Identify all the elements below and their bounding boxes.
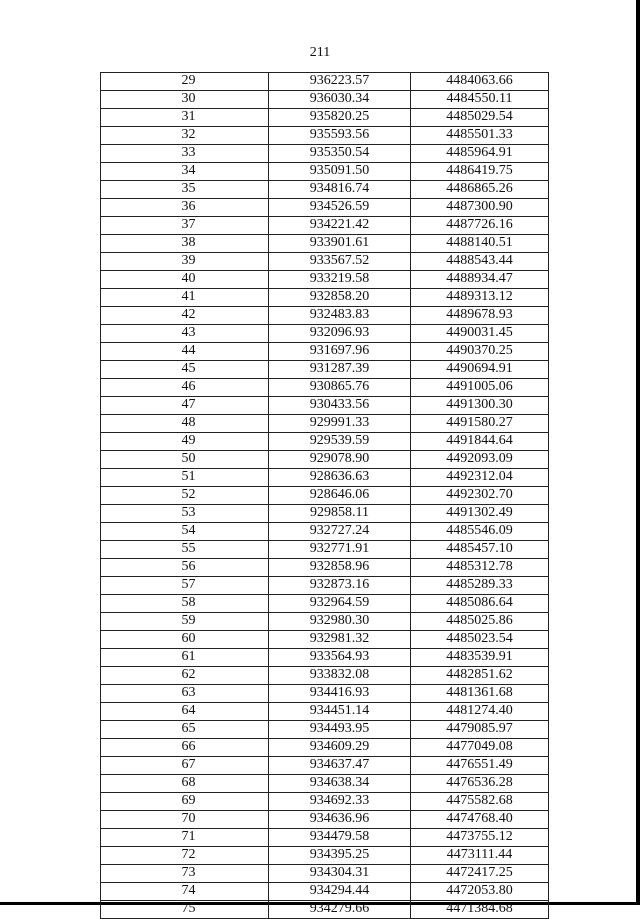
x-coordinate-cell: 934493.95	[269, 721, 411, 739]
point-number-cell: 44	[101, 343, 269, 361]
point-number-cell: 52	[101, 487, 269, 505]
table-row	[101, 109, 549, 127]
x-coordinate-cell: 934279.66	[269, 901, 411, 919]
y-coordinate-cell: 4484550.11	[411, 91, 549, 109]
y-coordinate-cell: 4492093.09	[411, 451, 549, 469]
y-coordinate-cell: 4484063.66	[411, 73, 549, 91]
table-row	[101, 883, 549, 901]
x-coordinate-cell: 932483.83	[269, 307, 411, 325]
point-number-cell: 30	[101, 91, 269, 109]
y-coordinate-cell: 4492312.04	[411, 469, 549, 487]
y-coordinate-cell: 4490694.91	[411, 361, 549, 379]
y-coordinate-cell: 4476551.49	[411, 757, 549, 775]
point-number-cell: 45	[101, 361, 269, 379]
y-coordinate-cell: 4490031.45	[411, 325, 549, 343]
y-coordinate-cell: 4485086.64	[411, 595, 549, 613]
y-coordinate-cell: 4481361.68	[411, 685, 549, 703]
table-row	[101, 451, 549, 469]
y-coordinate-cell: 4485312.78	[411, 559, 549, 577]
table-row	[101, 199, 549, 217]
table-row	[101, 757, 549, 775]
table-row	[101, 667, 549, 685]
point-number-cell: 73	[101, 865, 269, 883]
table-row	[101, 469, 549, 487]
y-coordinate-cell: 4485964.91	[411, 145, 549, 163]
y-coordinate-cell: 4485457.10	[411, 541, 549, 559]
y-coordinate-cell: 4488934.47	[411, 271, 549, 289]
point-number-cell: 71	[101, 829, 269, 847]
point-number-cell: 46	[101, 379, 269, 397]
y-coordinate-cell: 4492302.70	[411, 487, 549, 505]
point-number-cell: 64	[101, 703, 269, 721]
point-number-cell: 49	[101, 433, 269, 451]
point-number-cell: 50	[101, 451, 269, 469]
table-row	[101, 271, 549, 289]
x-coordinate-cell: 934638.34	[269, 775, 411, 793]
y-coordinate-cell: 4489313.12	[411, 289, 549, 307]
point-number-cell: 35	[101, 181, 269, 199]
table-row	[101, 73, 549, 91]
point-number-cell: 54	[101, 523, 269, 541]
table-row	[101, 253, 549, 271]
x-coordinate-cell: 932727.24	[269, 523, 411, 541]
point-number-cell: 56	[101, 559, 269, 577]
table-row	[101, 379, 549, 397]
y-coordinate-cell: 4488543.44	[411, 253, 549, 271]
x-coordinate-cell: 934609.29	[269, 739, 411, 757]
point-number-cell: 51	[101, 469, 269, 487]
point-number-cell: 60	[101, 631, 269, 649]
x-coordinate-cell: 933564.93	[269, 649, 411, 667]
x-coordinate-cell: 934636.96	[269, 811, 411, 829]
x-coordinate-cell: 929539.59	[269, 433, 411, 451]
table-row	[101, 847, 549, 865]
x-coordinate-cell: 934637.47	[269, 757, 411, 775]
y-coordinate-cell: 4482851.62	[411, 667, 549, 685]
point-number-cell: 37	[101, 217, 269, 235]
x-coordinate-cell: 932771.91	[269, 541, 411, 559]
point-number-cell: 66	[101, 739, 269, 757]
y-coordinate-cell: 4472417.25	[411, 865, 549, 883]
x-coordinate-cell: 935593.56	[269, 127, 411, 145]
table-row	[101, 865, 549, 883]
point-number-cell: 70	[101, 811, 269, 829]
y-coordinate-cell: 4476536.28	[411, 775, 549, 793]
scan-edge-right	[636, 0, 640, 905]
y-coordinate-cell: 4485025.86	[411, 613, 549, 631]
x-coordinate-cell: 930433.56	[269, 397, 411, 415]
table-row	[101, 415, 549, 433]
point-number-cell: 38	[101, 235, 269, 253]
table-row	[101, 487, 549, 505]
x-coordinate-cell: 929078.90	[269, 451, 411, 469]
y-coordinate-cell: 4486865.26	[411, 181, 549, 199]
x-coordinate-cell: 930865.76	[269, 379, 411, 397]
y-coordinate-cell: 4472053.80	[411, 883, 549, 901]
point-number-cell: 43	[101, 325, 269, 343]
y-coordinate-cell: 4481274.40	[411, 703, 549, 721]
table-row	[101, 631, 549, 649]
point-number-cell: 59	[101, 613, 269, 631]
y-coordinate-cell: 4485289.33	[411, 577, 549, 595]
y-coordinate-cell: 4473755.12	[411, 829, 549, 847]
x-coordinate-cell: 932873.16	[269, 577, 411, 595]
point-number-cell: 58	[101, 595, 269, 613]
table-row	[101, 523, 549, 541]
point-number-cell: 36	[101, 199, 269, 217]
table-row	[101, 685, 549, 703]
x-coordinate-cell: 934479.58	[269, 829, 411, 847]
x-coordinate-cell: 933901.61	[269, 235, 411, 253]
y-coordinate-cell: 4479085.97	[411, 721, 549, 739]
x-coordinate-cell: 933219.58	[269, 271, 411, 289]
table-row	[101, 901, 549, 919]
y-coordinate-cell: 4491302.49	[411, 505, 549, 523]
table-row	[101, 577, 549, 595]
x-coordinate-cell: 934395.25	[269, 847, 411, 865]
table-row	[101, 325, 549, 343]
table-row	[101, 595, 549, 613]
table-row	[101, 343, 549, 361]
x-coordinate-cell: 934526.59	[269, 199, 411, 217]
y-coordinate-cell: 4485023.54	[411, 631, 549, 649]
x-coordinate-cell: 934221.42	[269, 217, 411, 235]
x-coordinate-cell: 932981.32	[269, 631, 411, 649]
table-row	[101, 649, 549, 667]
x-coordinate-cell: 935350.54	[269, 145, 411, 163]
page-number: 211	[309, 45, 331, 60]
point-number-cell: 40	[101, 271, 269, 289]
y-coordinate-cell: 4486419.75	[411, 163, 549, 181]
table-row	[101, 163, 549, 181]
x-coordinate-cell: 932980.30	[269, 613, 411, 631]
table-row	[101, 505, 549, 523]
x-coordinate-cell: 932858.96	[269, 559, 411, 577]
point-number-cell: 69	[101, 793, 269, 811]
table-row	[101, 217, 549, 235]
table-row	[101, 91, 549, 109]
table-row	[101, 289, 549, 307]
point-number-cell: 29	[101, 73, 269, 91]
table-row	[101, 127, 549, 145]
y-coordinate-cell: 4485546.09	[411, 523, 549, 541]
table-row	[101, 541, 549, 559]
point-number-cell: 63	[101, 685, 269, 703]
table-row	[101, 181, 549, 199]
point-number-cell: 53	[101, 505, 269, 523]
point-number-cell: 34	[101, 163, 269, 181]
x-coordinate-cell: 931287.39	[269, 361, 411, 379]
x-coordinate-cell: 934692.33	[269, 793, 411, 811]
table-row	[101, 703, 549, 721]
x-coordinate-cell: 932096.93	[269, 325, 411, 343]
table-row	[101, 235, 549, 253]
table-row	[101, 793, 549, 811]
table-row	[101, 775, 549, 793]
x-coordinate-cell: 934304.31	[269, 865, 411, 883]
point-number-cell: 48	[101, 415, 269, 433]
point-number-cell: 72	[101, 847, 269, 865]
x-coordinate-cell: 934294.44	[269, 883, 411, 901]
x-coordinate-cell: 933567.52	[269, 253, 411, 271]
table-row	[101, 433, 549, 451]
x-coordinate-cell: 934816.74	[269, 181, 411, 199]
y-coordinate-cell: 4477049.08	[411, 739, 549, 757]
x-coordinate-cell: 936030.34	[269, 91, 411, 109]
x-coordinate-cell: 929991.33	[269, 415, 411, 433]
point-number-cell: 65	[101, 721, 269, 739]
point-number-cell: 61	[101, 649, 269, 667]
y-coordinate-cell: 4485501.33	[411, 127, 549, 145]
y-coordinate-cell: 4491300.30	[411, 397, 549, 415]
table-row	[101, 307, 549, 325]
x-coordinate-cell: 934451.14	[269, 703, 411, 721]
x-coordinate-cell: 932964.59	[269, 595, 411, 613]
point-number-cell: 75	[101, 901, 269, 919]
y-coordinate-cell: 4491844.64	[411, 433, 549, 451]
table-row	[101, 829, 549, 847]
point-number-cell: 55	[101, 541, 269, 559]
x-coordinate-cell: 932858.20	[269, 289, 411, 307]
y-coordinate-cell: 4475582.68	[411, 793, 549, 811]
point-number-cell: 39	[101, 253, 269, 271]
point-number-cell: 57	[101, 577, 269, 595]
y-coordinate-cell: 4474768.40	[411, 811, 549, 829]
x-coordinate-cell: 931697.96	[269, 343, 411, 361]
table-row	[101, 145, 549, 163]
point-number-cell: 74	[101, 883, 269, 901]
coordinates-table	[100, 72, 549, 919]
y-coordinate-cell: 4485029.54	[411, 109, 549, 127]
point-number-cell: 47	[101, 397, 269, 415]
x-coordinate-cell: 935091.50	[269, 163, 411, 181]
point-number-cell: 41	[101, 289, 269, 307]
table-row	[101, 739, 549, 757]
y-coordinate-cell: 4491580.27	[411, 415, 549, 433]
point-number-cell: 68	[101, 775, 269, 793]
y-coordinate-cell: 4491005.06	[411, 379, 549, 397]
x-coordinate-cell: 936223.57	[269, 73, 411, 91]
point-number-cell: 42	[101, 307, 269, 325]
point-number-cell: 62	[101, 667, 269, 685]
coordinates-table-body	[101, 73, 549, 919]
x-coordinate-cell: 929858.11	[269, 505, 411, 523]
x-coordinate-cell: 933832.08	[269, 667, 411, 685]
y-coordinate-cell: 4471384.68	[411, 901, 549, 919]
point-number-cell: 31	[101, 109, 269, 127]
point-number-cell: 32	[101, 127, 269, 145]
table-row	[101, 811, 549, 829]
x-coordinate-cell: 934416.93	[269, 685, 411, 703]
y-coordinate-cell: 4483539.91	[411, 649, 549, 667]
table-row	[101, 397, 549, 415]
point-number-cell: 33	[101, 145, 269, 163]
y-coordinate-cell: 4487300.90	[411, 199, 549, 217]
table-row	[101, 613, 549, 631]
table-row	[101, 559, 549, 577]
y-coordinate-cell: 4489678.93	[411, 307, 549, 325]
table-row	[101, 721, 549, 739]
y-coordinate-cell: 4473111.44	[411, 847, 549, 865]
x-coordinate-cell: 935820.25	[269, 109, 411, 127]
point-number-cell: 67	[101, 757, 269, 775]
x-coordinate-cell: 928646.06	[269, 487, 411, 505]
y-coordinate-cell: 4490370.25	[411, 343, 549, 361]
y-coordinate-cell: 4488140.51	[411, 235, 549, 253]
y-coordinate-cell: 4487726.16	[411, 217, 549, 235]
table-row	[101, 361, 549, 379]
x-coordinate-cell: 928636.63	[269, 469, 411, 487]
